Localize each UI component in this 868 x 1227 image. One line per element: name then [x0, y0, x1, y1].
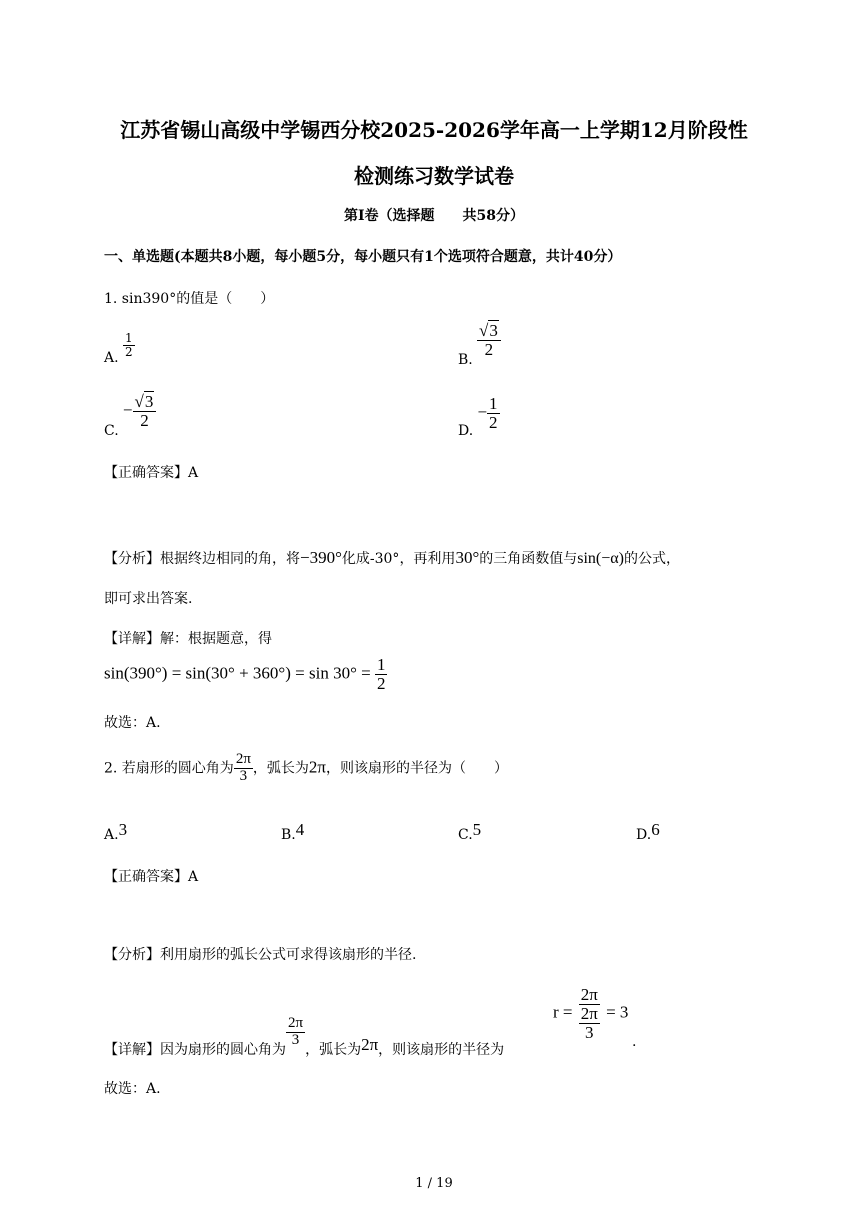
option-label: C.: [104, 423, 119, 440]
fraction: $\frac{√3}{2}$: [133, 393, 157, 430]
page-number: 1 / 19: [415, 1176, 453, 1191]
section-heading: 一、单选题(本题共8小题，每小题5分，每小题只有1个选项符合题意，共计40分）: [104, 249, 622, 265]
q2-option-c: C.5: [458, 820, 482, 843]
q1-option-b: [458, 321, 501, 369]
q2-option-a: A.3: [104, 820, 128, 843]
fraction: $\frac{2\pi}{3}$: [288, 1015, 304, 1048]
option-label: B.: [458, 352, 473, 369]
question-2-stem: 2. 若扇形的圆心角为 $\frac{2\pi}{3}$ ，弧长为2π，则该扇形的半径为（ ）: [104, 751, 508, 784]
q1-choice: 故选：A.: [104, 715, 161, 731]
q1-detail-heading: 【详解】解：根据题意，得: [104, 631, 272, 647]
q2-choice: 故选：A.: [104, 1081, 161, 1097]
question-1-stem: 1. sin390°的值是（ ）: [104, 291, 275, 307]
compound-fraction: $\frac{2\pi}{\frac{2\pi}{3}}$: [580, 985, 598, 1042]
document-title-line1: 江苏省锡山高级中学锡西分校2025-2026学年高一上学期12月阶段性: [120, 118, 748, 142]
period: .: [632, 1034, 637, 1050]
document-title-line2: 检测练习数学试卷: [354, 164, 514, 188]
q2-option-b: B.4: [281, 820, 305, 843]
fraction: $\frac{1}{2}$: [376, 655, 386, 693]
q2-answer: 【正确答案】A: [104, 869, 199, 885]
q1-option-a: [104, 331, 135, 367]
q2-option-d: D.6: [636, 820, 660, 843]
option-label: A.: [104, 350, 119, 367]
fraction: $\frac{√3}{2}$: [477, 322, 501, 359]
q1-analysis: 【分析】根据终边相同的角，将−390°化成-30°，再利用30°的三角函数值与sin(−α)的公式，: [104, 548, 680, 567]
q2-radius-formula: r = $\frac{2\pi}{\frac{2\pi}{3}}$ = 3: [553, 985, 629, 1042]
fraction: $\frac{1}{2}$: [125, 331, 133, 359]
fraction: $\frac{1}{2}$: [489, 394, 498, 432]
option-label: D.: [458, 423, 474, 440]
q1-formula: sin(390°) = sin(30° + 360°) = sin 30° = $\frac{1}{2}$: [104, 655, 386, 693]
q2-analysis: 【分析】利用扇形的弧长公式可求得该扇形的半径.: [104, 947, 417, 963]
q2-detail: 【详解】因为扇形的圆心角为 $\frac{2\pi}{3}$ ，弧长为2π，则该扇形的半径为: [104, 1015, 505, 1059]
q1-answer: 【正确答案】A: [104, 465, 199, 481]
q1-analysis-line2: 即可求出答案.: [104, 591, 193, 607]
q1-option-c: $_{C.}$ − $\frac{√3}{2}$: [104, 393, 156, 430]
fraction: $\frac{2\pi}{3}$: [235, 751, 251, 784]
part-heading: 第I卷（选择题 共58分）: [343, 208, 525, 224]
q1-option-d: $_{D.}$ − $\frac{1}{2}$: [458, 394, 498, 440]
